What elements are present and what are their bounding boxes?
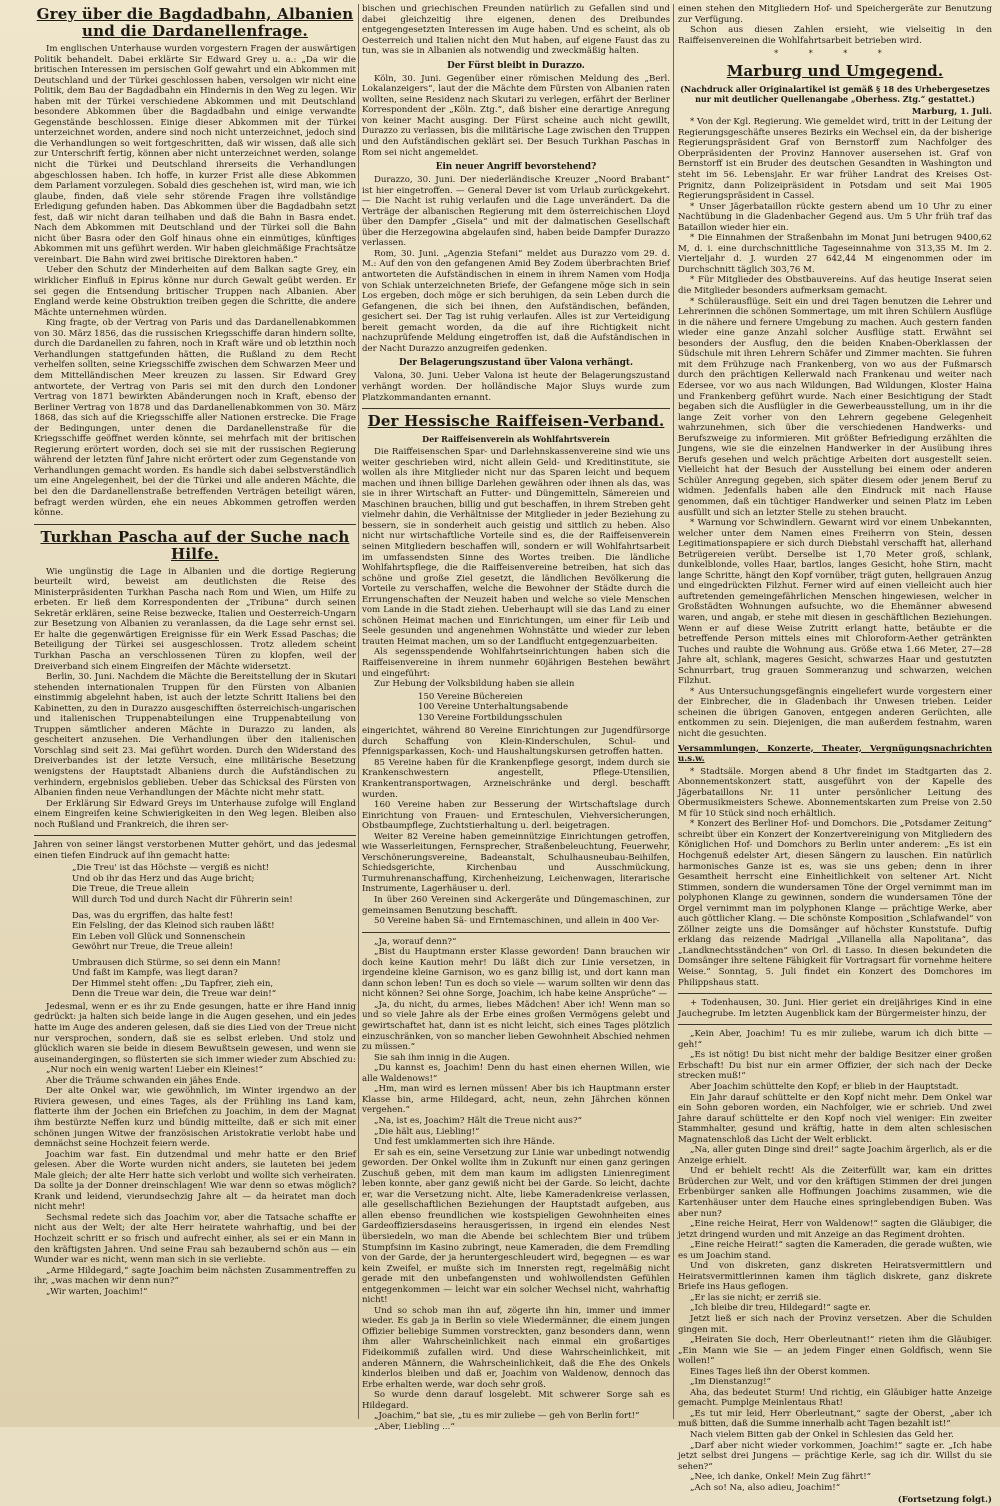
paragraph: „Arme Hildegard,“ sagte Joachim beim nächsten Zusammentreffen zu ihr, „was machen wir denn nun?“: [34, 1265, 356, 1287]
paragraph: Die Raiffeisenschen Spar- und Darlehnskassenvereine sind wie uns weiter geschrieben wird, nicht allein Geld- und Kreditinstitute, sie wollen als ihre Mitglieder nicht nur das Sparen leicht und bequem machen und ihnen billige Darlehen gewähren oder ihnen als das, was sie in ihrer Wirtschaft an Futter- und Düngemitteln, Sämereien und Maschinen brauchen, billig und gut beschaffen, in ihrem Streben geht vielmehr dahin, die Verhältnisse der Mitglieder in jeder Beziehung zu bessern, sie in sonderheit auch geistig und sittlich zu heben. Also nicht nur wirtschaftliche Vorteile sind es, die der Raiffeisenverein seinen Mitgliedern beschaffen will, sondern er will Wohlfahrtsarbeit im umfassendsten Sinne des Wortes treiben. Die ländliche Wohlfahrtspflege, die die Raiffeisenvereine betreiben, hat sich das schöne und große Ziel gesetzt, die ländlichen Bevölkerung die Vorteile zu verschaffen, welche die Bewohner der Städte durch die Errungenschaften der Neuzeit haben und welche so viele Menschen vom Lande in die Stadt ziehen. Ueberhaupt will sie das Land zu einer schönen Heimat machen und Einrichtungen, um einer für Leib und Seele gesunden und angenehmen Wohnstätte und wieder zur leben trauten Heimat machen, um so der Landflucht entgegenzuarbeiten.: [362, 447, 670, 647]
paragraph: Aha, das bedeutet Sturm! Und richtig, ein Gläubiger hatte Anzeige gemacht. Pumplge Meinlentaus Rhat!: [678, 1387, 992, 1409]
separator: [34, 524, 356, 525]
paragraph: „Joachim,“ bat sie, „tu es mir zuliebe — geh von Berlin fort!“: [374, 1411, 640, 1422]
poem-line: „Die Treu' ist das Höchste — vergiß es nicht!: [72, 863, 270, 874]
paragraph: „Hm, man wird es lernen müssen! Aber bis ich Hauptmann erster Klasse bin, arme Hildegard, acht, neun, zehn Jährchen können vergehen.“: [362, 1084, 670, 1116]
poem: [72, 863, 356, 1000]
feuilleton-separator: [362, 932, 670, 933]
paragraph: „Ja, du nicht, du armes, liebes Mädchen! Aber ich! Wenn man so und so viele Jahre als der Erbe eines großen Vermögens gelebt und gewirtschaftet hat, dann ist es nicht leicht, sich eines Tages plötzlich einzuschränken, von so mancher lieben Gewohnheit Abschied nehmen zu müssen.“: [362, 999, 670, 1053]
poem-line: Und faßt im Kampfe, was liegt daran?: [72, 968, 238, 979]
paragraph: „Er las sie nicht; er zerriß sie.: [690, 1292, 822, 1303]
headline-raiffeisen: Der Hessische Raiffeisen-Verband.: [367, 412, 665, 431]
subhead-belagerung: Der Belagerungszustand über Valona verhängt.: [398, 358, 634, 369]
column-2: [362, 4, 670, 1432]
paragraph: 85 Vereine haben für die Krankenpflege gesorgt, indem durch sie Krankenschwestern angestellt, Pflege-Utensilien, Krankentransportwagen, Arzneischränke und dergl. beschafft wurden.: [362, 757, 670, 800]
paragraph: „Na, ist es, Joachim? Hält die Treue nicht aus?“: [374, 1115, 582, 1126]
paragraph: Sechsmal redete sich das Joachim vor, aber die Tatsache schaffte er nicht aus der Welt; der alte Herr heiratete wahrhaftig, und bei der Hochzeit schritt er so frisch und aufrecht einher, als sei er ein Mann in den kräftigsten Jahren. Und seine Frau sah bezaubernd schön aus — ein Wunder war es nicht, wenn man sich in sie verliebte.: [34, 1212, 356, 1266]
paragraph: * Warnung vor Schwindlern. Gewarnt wird vor einem Unbekannten, welcher unter dem Namen eines Freiherrn von Stein, dessen Legitimationspapiere er sich durch Diebstahl verschafft hat, allerhand Betrügereien verübt. Derselbe ist 1,70 Meter groß, schlank, dunkelblonde, volles Haar, bartlos, langes Gesicht, hohe Stirn, macht lange Schritte, hängt den Kopf vornüber, trägt guten, hellgrauen Anzug und eingedrückten Filzhut. Ferner wird auf einen vielleicht auch hier auftretenden gemeingefährlichen Menschen hingewiesen, welcher in Großstädten Wohnungen aufsuchte, wo die Ehemänner abwesend waren, und angab, er stehe mit diesen in geschäftlichen Beziehungen. Wenn er auf diese Weise Zutritt erlangt hatte, betäubte er die betreffende Person mittels eines mit Chloroform-Aether getränkten Tuches und raubte die Wohnung aus. Größe etwa 1.66 Meter, 27—28 Jahre alt, schlank, mageres Gesicht, schwarzes Haar und gestutzten Schnurrbart, trug grauen Sommeranzug und schwarzen, weichen Filzhut.: [678, 518, 992, 687]
paragraph: Weiter 82 Vereine haben gemeinnützige Einrichtungen getroffen, wie Wasserleitungen, Fernsprecher, Straßenbeleuchtung, Feuerwehr, Verschönerungsvereine, Badeanstalt, Schulhausneubau-Beihilfen, Schiedsgerichte, Kirchenbau und Ausschmückung, Turmuhrenanschaffung, Kirchenheizung, Leichenwagen, literarische Instrumente, Lagerhäuser u. derl.: [362, 831, 670, 895]
paragraph: „Ach so! Na, also adieu, Joachim!“: [690, 1482, 841, 1493]
paragraph: „Nur noch ein wenig warten! Lieber ein Kleines!“: [46, 1065, 263, 1076]
paragraph: „Du kannst es, Joachim! Denn du hast einen ehernen Willen, wie alle Waldenows!“: [362, 1063, 670, 1084]
paragraph: „Ich bleibe dir treu, Hildegard!“ sagte er.: [690, 1303, 871, 1314]
copyright-note: (Nachdruck aller Originalartikel ist gemäß § 18 des Urhebergesetzes nur mit deutlicher Quellenangabe „Oberhess. Ztg.“ gestattet.): [680, 83, 990, 104]
paragraph: „Aber, Liebling ...“: [374, 1421, 455, 1432]
paragraph: In über 260 Vereinen sind Ackergeräte und Düngemaschinen, zur gemeinsamen Benutzung beschafft.: [362, 895, 670, 916]
continuation-note: (Fortsetzung folgt.): [897, 1495, 992, 1506]
paragraph: Aber Joachim schüttelte den Kopf; er blieb in der Hauptstadt.: [690, 1081, 959, 1092]
paragraph: 50 Vereine haben Sä- und Erntemaschinen, und allein in 400 Ver-: [374, 916, 660, 927]
paragraph: * Konzert des Berliner Hof- und Domchors. Die „Potsdamer Zeitung“ schreibt über ein Konzert der Konzertvereinigung von Mitgliedern des Königlichen Hof- und Domchors zu Berlin unter anderem: „Es ist ein Hochgenuß edelster Art, diesen Sängern zu lauschen. Ein natürlich harmonisches Ganze ist es, was sie uns geben; denn in ihrer Gesamtheit herrscht eine Einheitlichkeit von seltener Art. Nicht Stimmen, sondern die wundersamen Töne der Orgel vernimmt man im polyphonen Klange zu gewinnen, sondern die wundersamen Töne der Orgel vernimmt man im polyphonen Klange — prächtige Werke, aber auch göttlicher Klang. — Die schönste Komposition „Schlafwandel“ von Zöllner zeigte uns die Domsänger auf höchster Kunststufe. Duftig erklang das reizende Madrigal „Villanella alla Napolitana“, das „Landknechtsständchen“ von Orl. di Lasso. In diesen bekundeten die Domsänger ihre seltene Fähigkeit für Vortragsart für vornehme heitere Weise.“ Sonntag, 5. Juli findet ein Konzert des Domchores im Philippshaus statt.: [678, 819, 992, 988]
paragraph: Wie ungünstig die Lage in Albanien und die dortige Regierung beurteilt wird, beweist am deutlichsten die Reise des Ministerpräsidenten Turkhan Pascha nach Rom und Wien, um Hilfe zu erbeten. Er ließ dem Korrespondenten der „Tribuna“ durch seinen Sekretär erklären, seine Reise bezwecke, Italien und Oesterreich-Ungarn zur Besetzung von Albanien zu veranlassen, da die Lage sehr ernst sei. Er halte die gegenwärtigen Ereignisse für ein Werk Essad Paschas; die Beteiligung der Türkei sei ausgeschlossen. Trotz alledem scheint Turkhan Pascha an verschlossenen Türen zu klopfen, weil der Dreiverband sich einem Eingreifen der Mächte widersetzt.: [34, 566, 356, 672]
paragraph: „Bist du Hauptmann erster Klasse geworden! Dann brauchen wir doch keine Kaution mehr! Du läßt dich zur Linie versetzen, in irgendeine kleine Garnison, wo es ganz billig ist, und dort kann man dann schon leben! Tun es doch so viele — warum sollten wir denn das nicht können? Sei ohne Sorge, Joachim, ich habe keine Ansprüche“ —: [362, 947, 670, 1000]
paragraph: Zur Hebung der Volksbildung haben sie allein: [374, 679, 575, 690]
paragraph: Joachim war fast. Ein dutzendmal und mehr hatte er den Brief gelesen. Aber die Worte wurden nicht anders, sie lauteten bei jedem Male gleich; der alte Herr hatte sich verlobt und wollte sich verheiraten. Da sollte ja der Donner dreinschlagen! Wie war denn so etwas möglich? Krank und leidend, vierundsechzig Jahre alt — da heiratet man doch nicht mehr!: [34, 1149, 356, 1213]
section-stars: * * * *: [774, 49, 896, 59]
dateline: Marburg, 1. Juli.: [911, 106, 992, 117]
poem-line: Das, was du ergriffen, das halte fest!: [72, 910, 234, 921]
paragraph: Valona, 30. Juni. Ueber Valona ist heute der Belagerungszustand verhängt worden. Der holländische Major Sluys wurde zum Platzkommandanten ernannt.: [362, 371, 670, 403]
paragraph: Jetzt ließ er sich nach der Provinz versetzen. Aber die Schulden gingen mit.: [678, 1313, 992, 1335]
column-rule: [673, 4, 674, 1419]
paragraph: „Es ist nötig! Du bist nicht mehr der baldige Besitzer einer großen Erbschaft! Du bist nur ein armer Offizier, der sich nach der Decke strecken muß!“: [678, 1050, 992, 1082]
poem-line: Der Himmel steht offen: „Du Tapfrer, zieh ein,: [72, 978, 274, 989]
paragraph: Der Erklärung Sir Edward Greys im Unterhause zufolge will England einem Eingreifen keine Schwierigkeiten in den Weg legen. Bleiben also noch Rußland und Frankreich, die ihren ser-: [34, 798, 356, 830]
poem-line: Umbrausen dich Stürme, so sei denn ein Mann!: [72, 957, 281, 968]
paragraph: Ueber den Schutz der Minderheiten auf dem Balkan sagte Grey, ein wirklicher Einfluß in Epirus könne nur durch Gewalt geübt werden. Er sei gegen die Entsendung britischer Truppen nach Albanien. Aber England werde keine Obstruktion treiben gegen die Schritte, die andere Mächte unternehmen würden.: [34, 265, 356, 318]
subhead-fuerst: Der Fürst bleibt in Durazzo.: [447, 60, 585, 71]
paragraph: Ein Jahr darauf schüttelte er den Kopf nicht mehr. Dem Onkel war ein Sohn geboren worden, ein Nachfolger, wie er schrieb. Und zwei Jahre darauf schüttelte er den Kopf noch viel weniger: Ein zweiter Stammhalter, gesund und kräftig, hatte in dem alten schlesischen Magnatenschloß das Licht der Welt erblickt.: [678, 1092, 992, 1145]
paragraph: Rom, 30. Juni. „Agenzia Stefani“ meldet aus Durazzo vom 29. d. M.: Auf den von den gefangenen Amid Bey Zodem überbrachten Brief antworteten die Aufständischen in einem in ihrem Namen vom Hodja von Schiak unterzeichneten Briefe, der Gefangene möge sich in sein Los ergeben, doch möge er sich beruhigen, da sein Leben durch die Gefangenen, die sich bei ihnen, den Aufständischen, befänden, gesichert sei. Der Tag ist ruhig verlaufen. Alles ist zur Verteidigung bereit gemacht worden, da die auf ihre Richtigkeit nicht nachzuprüfende Meldung eingetroffen ist, daß die Aufständischen in der Nacht Durazzo anzugreifen gedenken.: [362, 248, 670, 354]
paragraph: * Von der Kgl. Regierung. Wie gemeldet wird, tritt in der Leitung der Regierungsgeschäfte unseres Bezirks ein Wechsel ein, da der bisherige Regierungspräsident Graf von Bernstorff zum Nachfolger des Oberpräsidenten der Provinz Hannover ausersehen ist. Graf von Bernstorff ist ein Bruder des deutschen Gesandten in Washington und steht im 56. Lebensjahr. Er war früher Landrat des Kreises Ost-Prignitz, dann Polizeipräsident in Potsdam und seit Mai 1905 Regierungspräsident in Cassel.: [678, 117, 992, 202]
poem-line: Und ob ihr das Herz und das Auge bricht;: [72, 873, 255, 884]
paragraph: * Unser Jägerbataillon rückte gestern abend um 10 Uhr zu einer Nachtübung in die Gladenbacher Gegend aus. Um 5 Uhr früh traf das Bataillon wieder hier ein.: [678, 201, 992, 233]
paragraph: Und von diskreten, ganz diskreten Heiratsvermittlern und Heiratsvermittlerinnen kamen ihm täglich diskrete, ganz diskrete Briefe ins Haus geflogen.: [678, 1261, 992, 1293]
statistics-row: 130 Vereine Fortbildungsschulen: [418, 712, 563, 723]
feuilleton-separator: [34, 835, 356, 836]
paragraph: eingerichtet, während 80 Vereine Einrichtungen zur Jugendfürsorge durch Schaffung von Klein-Kinderschulen, Schul- und Pfennigsparkassen, Koch- und Haushaltungskursen getroffen hatten.: [362, 726, 670, 758]
poem-line: Die Treue, die Treue allein: [72, 884, 189, 895]
paragraph: Eines Tages ließ ihn der Oberst kommen.: [690, 1366, 871, 1377]
subhead-angriff: Ein neuer Angriff bevorstehend?: [435, 162, 597, 173]
paragraph: „Darf aber nicht wieder vorkommen, Joachim!“ sagte er. „Ich habe jetzt selbst drei Jungens — prächtige Kerle, sag ich dir. Willst du sie sehen?“: [678, 1440, 992, 1472]
paragraph: * Stadtsäle. Morgen abend 8 Uhr findet im Stadtgarten das 2. Abonnementskonzert statt, ausgeführt von der Kapelle des Jägerbataillons Nr. 11 unter persönlicher Leitung des Obermusikmeisters Schewe. Abonnementskarten zum Preise von 2.50 M für 10 Stück sind noch erhältlich.: [678, 766, 992, 819]
statistics-row: 100 Vereine Unterhaltungsabende: [418, 702, 569, 713]
paragraph: Und fest umklammerten sich ihre Hände.: [374, 1137, 555, 1148]
paragraph: 160 Vereine haben zur Besserung der Wirtschaftslage durch Einrichtung von Frauen- und Ernteschulen, Viehversicherungen, Obstbaumpflege, Zuchtstierhaltung u. derl. beigetragen.: [362, 800, 670, 832]
poem-line: Denn die Treue war dein, die Treue war dein!“: [72, 989, 277, 1000]
poem-line: Gewöhrt nur Treue, die Treue allein!: [72, 942, 234, 953]
poem-line: Ein Leben voll Glück und Sonnenschein: [72, 931, 246, 942]
paragraph: „Eine reiche Heirat, Herr von Waldenow!“ sagten die Gläubiger, die jetzt dringend wurden und mit Anzeige an das Regiment drohten.: [678, 1219, 992, 1240]
poem-line: Ein Felsling, der das Kleinod sich rauben läßt!: [72, 921, 275, 932]
headline-turkhan: Turkhan Pascha auf der Suche nach Hilfe.: [40, 527, 350, 563]
headline-marburg: Marburg und Umgegend.: [726, 61, 944, 80]
feuilleton-intro: Jahren von seiner längst verstorbenen Mutter gehört, und das jedesmal einen tiefen Eindruck auf ihn gemacht hatte:: [34, 840, 356, 861]
separator: [678, 993, 992, 994]
feuilleton-separator: [678, 1024, 992, 1025]
paragraph: Schon aus diesen Zahlen ersieht, wie vielseitig in den Raiffeisenvereinen die Wohlfahrtsarbeit betrieben wird.: [678, 25, 992, 46]
poem-line: Will durch Tod und durch Nacht dir Führerin sein!: [72, 895, 293, 906]
paragraph: * Aus Untersuchungsgefängnis eingeliefert wurde vorgestern einer der Einbrecher, die in Gladenbach ihr Unwesen trieben. Leider scheinen die übrigen Ganoven, entgegen anderen Gerüchten, alle entkommen zu sein. Diejenigen, die man außerdem festnahm, waren nicht die gesuchten.: [678, 686, 992, 739]
paragraph: Jedesmal, wenn er es ihr zu Ende gesungen, hatte er ihre Hand innig gedrückt: ja halten sich beide lange in die Augen gesehen, und ein jedes hatte im Auge des anderen gelesen, daß sie dies Lied von der Treue nicht nur versprochen, sondern, daß sie es selbst erleben. Und stolz und glücklich waren sie beide in diesem Bewußtsein gewesen, und wenn sie auseinandergingen, so flüsterten sie sich immer wieder zum Abschied zu:: [34, 1001, 356, 1065]
paragraph: „Nee, ich danke, Onkel! Mein Zug fährt!“: [690, 1472, 872, 1483]
paragraph: „Eine reiche Heirat!“ sagten die Kameraden, die gerade wußten, wie es um Joachim stand.: [678, 1240, 992, 1261]
paragraph: Sie sah ihm innig in die Augen.: [374, 1052, 510, 1063]
paragraph: Nach vielem Bitten gab der Onkel in Schlesien das Geld her.: [690, 1430, 954, 1440]
paragraph: * Für Mitglieder des Obstbauvereins. Auf das heutige Inserat seien die Mitglieder besonders aufmerksam gemacht.: [678, 275, 992, 297]
paragraph: „Im Dienstanzug!“: [690, 1377, 771, 1388]
paragraph: + Todenhausen, 30. Juni. Hier geriet ein dreijähriges Kind in eine Jauchegrube. Im letzten Augenblick kam der Bürgermeister hinzu, der: [678, 998, 992, 1019]
paragraph: Köln, 30. Juni. Gegenüber einer römischen Meldung des „Berl. Lokalanzeigers“, laut der die Mächte dem Fürsten von Albanien raten wollten, seine Residenz nach Skutari zu verlegen, erfährt der Berliner Korrespondent der „Köln. Ztg.“, daß bisher eine derartige Anregung von keiner Macht ausging. Der Fürst scheine auch nicht gewillt, Durazzo zu verlassen, bis die militärische Lage zwischen den Truppen und den Aufständischen geklärt sei. Der Besuch Turkhan Paschas in Rom sei nicht angemeldet.: [362, 73, 670, 158]
subhead-raiffeisen: Der Raiffeisenverein als Wohlfahrtsverein: [422, 434, 610, 445]
paragraph: * Schülerausflüge. Seit ein und drei Tagen benutzen die Lehrer und Lehrerinnen die schönen Sommertage, um mit ihren Schülern Ausflüge in die nähere und fernere Umgebung zu machen. Auch gestern fanden wieder eine ganze Anzahl solcher Ausflüge statt. Erwähnt sei besonders der Ausflug, den die beiden Knaben-Oberklassen der Südschule mit ihren Lehrern Schäfer und Zimmer machten. Sie fuhren mit dem Frühzuge nach Frankenberg, von wo aus der Fußmarsch durch den prächtigen Kellerwald nach Frankenau und weiter nach Edersee, vor wo aus nach Wildungen, Bad Wildungen, Kloster Haina und Frankenberg geführt wurde. Nach einer Besichtigung der Stadt begaben sich die Ausflügler in die Gewerbeausstellung, um in ihr die lange Zeit vorher von den Lehrern gegebene Gelegenheit wahrzunehmen, sich über die verschiedenen Handwerks- und Berufszweige zu informieren. Mit größter Befriedigung erzählten die Jungens, wie sie die einzelnen Handwerker in der Ausübung ihres Berufs gesehen und welch prächtige Arbeiten dort ausgestellt seien. Vielleicht hat der Besuch der Ausstellung bei einem oder anderen Schüler Anregung gegeben, sich später diesem oder jenem Beruf zu widmen. Jedenfalls haben alle den Eindruck mit nach Hause genommen, daß ein tüchtiger Handwerker und seinen Platz im Leben ausfüllt und sich an letzter Stelle zu stehen braucht.: [678, 296, 992, 518]
headline-grey: Grey über die Bagdadbahn, Albanien und die Dardanellenfrage.: [36, 5, 354, 40]
paragraph: So wurde denn darauf losgelebt. Mit schwerer Sorge sah es Hildegard.: [362, 1390, 670, 1411]
paragraph: Durazzo, 30. Juni. Der niederländische Kreuzer „Noord Brabant“ ist hier eingetroffen. — General Dever ist vom Urlaub zurückgekehrt. — Die Nacht ist ruhig verlaufen und die Lage unverändert. Da die Verträge der albanischen Regierung mit dem österreichischen Lloyd über den Dampfer „Gisela“ und mit der dalmatischen Gesellschaft über die Herzegowina abgelaufen sind, haben beide Dampfer Durazzo verlassen.: [362, 175, 670, 249]
paragraph: King fragte, ob der Vertrag von Paris und das Dardanellenabkommen von 30. März 1856, das die russischen Kriegsschiffe daran hindern sollte, durch die Dardanellen zu fahren, noch in Kraft wäre und ob letzthin noch Verhandlungen stattgefunden hätten, die Rußland zu dem Recht verhelfen sollten, seine Kriegsschiffe zwischen dem Schwarzen Meer und dem Mittelländischen Meer kreuzen zu lassen. Sir Edward Grey antwortete, der Vertrag von Paris sei mit den durch den Londoner Vertrag von 1871 bewirkten Abänderungen noch in Kraft, ebenso der Berliner Vertrag von 1878 und das Dardanellenabkommen von 30. März 1868, das sich auf die Kriegsschiffe aller Nationen erstrecke. Die Frage der Bedingungen, unter denen die Dardanellenstraße für die Kriegsschiffe geöffnet werden könnte, sei mehrfach mit der britischen Regierung erörtert worden, doch sei sie mit der russischen Regierung während der letzten fünf Jahre nicht erörtert oder zum Gegenstande von Verhandlungen gemacht worden. Es handle sich dabei selbstverständlich um eine Angelegenheit, bei der die Türkei und alle anderen Mächte, die bei den die Dardanellenstraße betreffenden Verträgen beteiligt wären, befragt werden würden, ehe ein neues Abkommen getroffen werden könne.: [34, 318, 356, 519]
paragraph: einen stehen den Mitgliedern Hof- und Speichergeräte zur Benutzung zur Verfügung.: [678, 4, 992, 25]
paragraph: „Na, aller guten Dinge sind drei!“ sagte Joachim ärgerlich, als er die Anzeige erhielt.: [678, 1145, 992, 1166]
paragraph: Berlin, 30. Juni. Nachdem die Mächte die Bereitstellung der in Skutari stehenden internationalen Truppen für den Fürsten von Albanien einstimmig abgelehnt haben, ist auch der letzte Schritt Italiens bei den Kabinetten, zu den in Durazzo ausgeschifften österreichisch-ungarischen und italienischen Truppenabteilungen eine Truppenabteilung von Truppen sämtlicher anderen Mächte in Durazzo zu landen, als gescheitert anzusehen. Die Verhandlungen über den italienischen Vorschlag sind seit 23. Mai geführt worden. Durch den Widerstand des Dreiverbandes ist der letzte Versuch, eine militärische Besetzung wenigstens der Hauptstadt Albaniens durch die Aufständischen zu verhindern, ergebnislos geblieben. Ueber das Schicksal des Fürsten von Albanien finden neue Verhandlungen der Mächte nicht mehr statt.: [34, 672, 356, 799]
paragraph: „Kein Aber, Joachim! Tu es mir zuliebe, warum ich dich bitte — geh!“: [678, 1029, 992, 1050]
subhead-versammlungen: Versammlungen, Konzerte, Theater, Vergnügungsnachrichten u.s.w.: [678, 743, 992, 765]
paragraph: „Wir warten, Joachim!“: [46, 1286, 148, 1297]
separator: [362, 408, 670, 409]
paragraph: * Die Einnahmen der Straßenbahn im Monat Juni betrugen 9400,62 M, d. i. eine durchschnittliche Tageseinnahme von 313,35 M. Im 2. Vierteljahr d. J. wurden 27 642,44 M eingenommen oder im Durchschnitt täglich 303,76 M.: [678, 233, 992, 275]
paragraph: Er sah es ein, seine Versetzung zur Linie war unbedingt notwendig geworden. Der Onkel wollte ihm in Zukunft nur einen ganz geringen Zuschuß geben, mit dem man kaum im adligsten Linienregiment leben konnte, aber ganz gewiß nicht bei der Garde. So leicht, dachte er, war die Versetzung nicht. Alte, liebe Kameradenkreise verlassen, alle gesellschaftlichen Beziehungen der Hauptstadt aufgeben, aus allen ebenso freundlichen wie kostspieligen Gewohnheiten eines Gardeoffiziersdaseins herausgerissen, in irgend ein elendes Nest übersiedeln, wo man die Abende bei schlechtem Bier und trübem Stumpfsinn im Kasino zubringt, neue Kameraden, die dem Fremdling von der Garde, der ja heruntergeschleudert wird, begegnen — es war kein Zweifel, er mußte sich im Innersten regt, regelmäßig nicht gerade mit den unbefangensten und wohlwollendsten Gefühlen entgegenkommen — leicht war ein solcher Wechsel nicht, wahrhaftig nicht!: [362, 1147, 670, 1306]
paragraph: Im englischen Unterhause wurden vorgestern Fragen der auswärtigen Politik behandelt. Dabei erklärte Sir Edward Grey u. a.: „Da wir die britischen Interessen im persischen Golf gewahrt und ein Abkommen mit Deutschland und der Türkei geschlossen haben, versolgen wir nicht eine Politik, dem Bau der Bagdadbahn ein Hindernis in den Weg zu legen. Wir haben mit der Türkei verschiedene Abkommen und mit Deutschland besondere Abkommen über die Bagdadbahn und einige verwandte Gegenstände beschlossen. Einige dieser Abkommen mit der Türkei unterzeichnet worden, andere sind noch nicht unterzeichnet, jedoch sind die Verhandlungen so weit fortgeschritten, daß wir wissen, daß alle sich zur Unterschrift fertig, können aber nicht unterzeichnet werden, solange nicht die Türkei und Deutschland ihrerseits die Verhandlungen abgeschlossen haben. Ich hoffe, in kurzer Frist alle diese Abkommen dem Parlament vorzulegen. Sobald dies geschehen ist, wird man, wie ich glaube, finden, daß viele sehr störende Fragen ihre vollständige Erledigung gefunden haben. Das Abkommen über die Bagdadbahn setzt fest, daß wir nicht daran teilhaben und daß die Bahn in Basra endet. Nach dem Abkommen mit Deutschland und der Türkei soll die Bahn nicht über Basra oder den Golf hinaus ohne ein einmütiges, künftiges Abkommen mit uns geführt werden. Wir haben gleichmäßige Frachtsätze vereinbart. Die Bahn wird zwei britische Direktoren haben.“: [34, 44, 356, 265]
statistics-row: 150 Vereine Büchereien: [418, 691, 523, 702]
paragraph: „Ja, worauf denn?“: [374, 936, 457, 947]
paragraph: Und er behielt recht! Als die Zeiterfüllt war, kam ein drittes Brüderchen zur Welt, und vor den kräftigen Stimmen der drei jungen Erbenbürger sanken alle Hoffnungen Joachims zusammen, wie die Kartenhäuser unter dem Hauche eines springlebendigen Buben. Was aber nun?: [678, 1166, 992, 1219]
paragraph: Als segensspendende Wohlfahrtseinrichtungen haben sich die Raiffeisenvereine in ihrem nunmehr 60jährigen Bestehen bewährt und eingeführt:: [362, 647, 670, 679]
statistics-list: [418, 692, 670, 724]
paragraph: bischen und griechischen Freunden natürlich zu Gefallen sind und dabei gleichzeitig ihre eigenen, denen des Dreibundes entgegengesetzten Interessen im Auge haben. Und es scheint, als ob Oesterreich und Italien nicht den Mut haben, auf eigene Faust das zu tun, was sie in Albanien als notwendig und zweckmäßig halten.: [362, 4, 670, 57]
column-3: [678, 4, 992, 1506]
paragraph: Aber die Träume schwanden ein jähes Ende.: [46, 1075, 241, 1086]
paragraph: Der alte Onkel war, wie gewöhnlich, im Winter irgendwo an der Riviera gewesen, und eines Tages, als der Frühling ins Land kam, flatterte ihm der Jochen ein Briefchen zu Joachim, in dem der Magnat ihm bestürzte Neffen kurz und bündig mitteilte, daß er sich mit einer schönen jungen Witwe der französischen Aristokratie verlobt habe und demnächst seine Hochzeit feiern werde.: [34, 1086, 356, 1150]
paragraph: „Heiraten Sie doch, Herr Oberleutnant!“ rieten ihm die Gläubiger. „Ein Mann wie Sie — an jedem Finger einen Goldfisch, wenn Sie wollen!“: [678, 1335, 992, 1367]
column-1: [34, 4, 356, 1421]
paragraph: „Es tut mir leid, Herr Oberleutnant,“ sagte der Oberst, „aber ich muß bitten, daß die Summe innerhalb acht Tagen bezahlt ist!“: [678, 1408, 992, 1430]
paragraph: „Die hält aus, Liebling!“: [374, 1126, 480, 1137]
column-rule: [358, 4, 359, 1419]
paragraph: Und so schob man ihn auf, zögerte ihn hin, immer und immer wieder. Es gab ja in Berlin so viele Wiedermänner, die einem jungen Offizier beliebige Summen vorstreckten, ganz besonders dann, wenn ihm aller Wahrscheinlichkeit nach einmal ein großartiges Fideikommiß zufallen wird. Und diese Wahrscheinlichkeit, mit anderen Männern, die Wahrscheinlichkeit, daß die Ehe des Onkels kinderlos bleiben und daß er, Joachim von Waldenow, dennoch das Erbe erhalten werde, war doch sehr groß.: [362, 1305, 670, 1390]
